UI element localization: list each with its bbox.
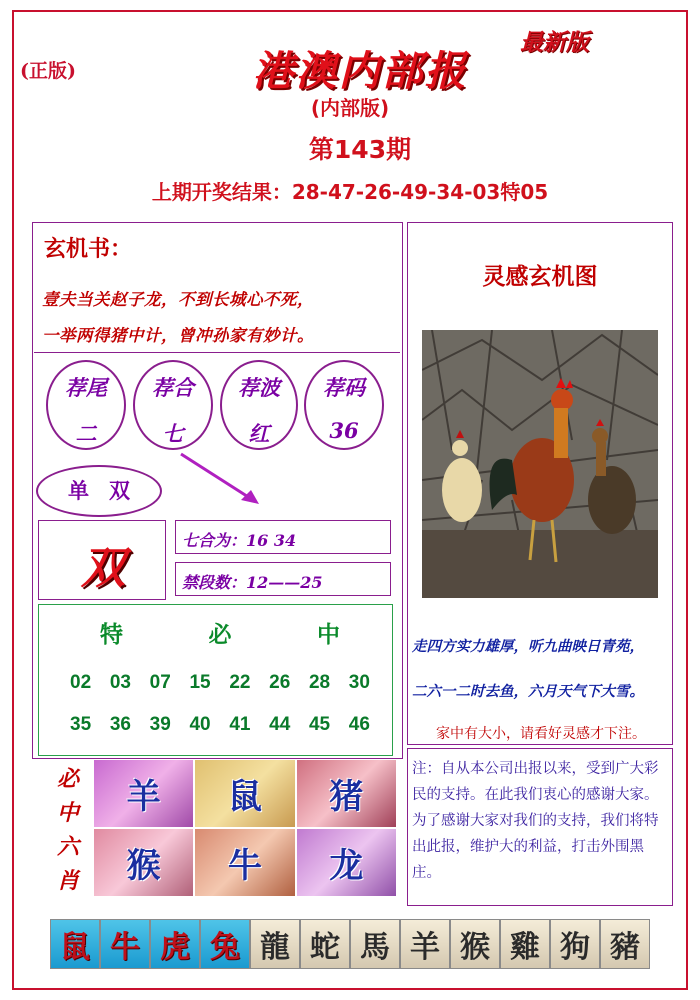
number: 30 — [348, 672, 370, 693]
number: 36 — [109, 714, 131, 735]
seven-sum-text: 七合为：16 34 — [182, 531, 297, 550]
label-char: 必 — [56, 766, 79, 792]
label-char: 肖 — [56, 868, 79, 894]
edition-label: (正版) — [20, 60, 76, 82]
banned-segment-box — [175, 562, 391, 596]
odd-even-oval: 单双 — [36, 465, 162, 517]
seven-sum-box — [175, 520, 391, 554]
number: 26 — [269, 672, 291, 693]
tip-oval-tail — [46, 360, 126, 450]
tip-oval-number — [304, 360, 384, 450]
poem-line-2: 二六一二时去鱼，六月天气下大雪。 — [412, 683, 644, 700]
rooster-photo — [422, 330, 658, 598]
inspiration-title: 灵感玄机图 — [482, 263, 598, 290]
riddle-title: 玄机书： — [44, 236, 133, 262]
page-title: 港澳内部报 — [252, 47, 468, 95]
special-title-char: 中 — [317, 621, 340, 648]
zodiac-tile: 豬 — [600, 919, 650, 969]
six-zodiac-grid — [94, 760, 396, 896]
latest-edition-label: 最新版 — [520, 29, 589, 56]
zodiac-cell: 猪 — [297, 760, 396, 827]
issue-number: 第143期 — [308, 135, 412, 164]
number-row-1 — [70, 672, 370, 694]
number: 41 — [229, 714, 251, 735]
zodiac-cell: 猴 — [94, 829, 193, 896]
zodiac-tile: 牛 — [100, 919, 150, 969]
subtitle: (内部版) — [310, 96, 390, 120]
last-draw-result: 上期开奖结果：28-47-26-49-34-03特05 — [151, 180, 549, 204]
number: 28 — [308, 672, 331, 693]
zodiac-tile: 蛇 — [300, 919, 350, 969]
poem-line-1: 走四方实力雄厚，听九曲映日青苑， — [412, 638, 644, 655]
number-row-2 — [70, 714, 370, 736]
zodiac-tile: 兔 — [200, 919, 250, 969]
zodiac-bar — [50, 919, 650, 971]
six-zodiac-label — [50, 762, 86, 898]
zodiac-cell: 牛 — [195, 829, 294, 896]
arrow-icon — [175, 450, 265, 510]
zodiac-tile: 猴 — [450, 919, 500, 969]
number: 15 — [189, 672, 211, 693]
zodiac-cell: 鼠 — [195, 760, 294, 827]
banned-segment-text: 禁段数：12——25 — [182, 573, 323, 592]
note-text: 注：自从本公司出报以来，受到广大彩民的支持。在此我们衷心的感谢大家。为了感谢大家对我们的支持，我们将特出此报，维护大的利益，打击外围黑庄。 — [412, 761, 659, 881]
tip-value: 36 — [329, 418, 359, 443]
tip-label: 荐波 — [238, 375, 280, 400]
zodiac-tile: 雞 — [500, 919, 550, 969]
tip-value: 七 — [162, 421, 184, 446]
tip-label: 荐合 — [152, 375, 194, 400]
special-title-char: 特 — [100, 621, 123, 648]
zodiac-tile: 羊 — [400, 919, 450, 969]
panel-divider — [34, 352, 400, 353]
even-big-label: 双 — [81, 543, 125, 594]
number: 35 — [70, 714, 92, 735]
number: 44 — [269, 714, 291, 735]
tip-value: 红 — [248, 421, 270, 446]
riddle-line-1: 壹夫当关赵子龙，不到长城心不死， — [42, 290, 314, 309]
tip-label: 荐尾 — [65, 375, 107, 400]
zodiac-tile: 龍 — [250, 919, 300, 969]
zodiac-tile: 鼠 — [50, 919, 100, 969]
number: 40 — [189, 714, 211, 735]
notice-text: 家中有大小，请看好灵感才下注。 — [436, 726, 646, 742]
zodiac-cell: 羊 — [94, 760, 193, 827]
special-title — [100, 616, 340, 649]
special-title-char: 必 — [208, 621, 232, 648]
zodiac-cell: 龙 — [297, 829, 396, 896]
number: 03 — [109, 672, 131, 693]
tip-oval-sum — [133, 360, 213, 450]
zodiac-tile: 狗 — [550, 919, 600, 969]
label-char: 六 — [56, 834, 79, 860]
zodiac-tile: 馬 — [350, 919, 400, 969]
zodiac-tile: 虎 — [150, 919, 200, 969]
number: 02 — [70, 672, 92, 693]
number: 45 — [308, 714, 331, 735]
number: 07 — [149, 672, 171, 693]
tip-oval-wave — [220, 360, 298, 450]
number: 39 — [149, 714, 171, 735]
number: 46 — [348, 714, 370, 735]
label-char: 中 — [56, 800, 79, 826]
tip-label: 荐码 — [323, 375, 365, 400]
number: 22 — [229, 672, 251, 693]
tip-value: 二 — [75, 421, 97, 446]
riddle-line-2: 一举两得猪中计，曾冲孙家有妙计。 — [42, 326, 314, 345]
